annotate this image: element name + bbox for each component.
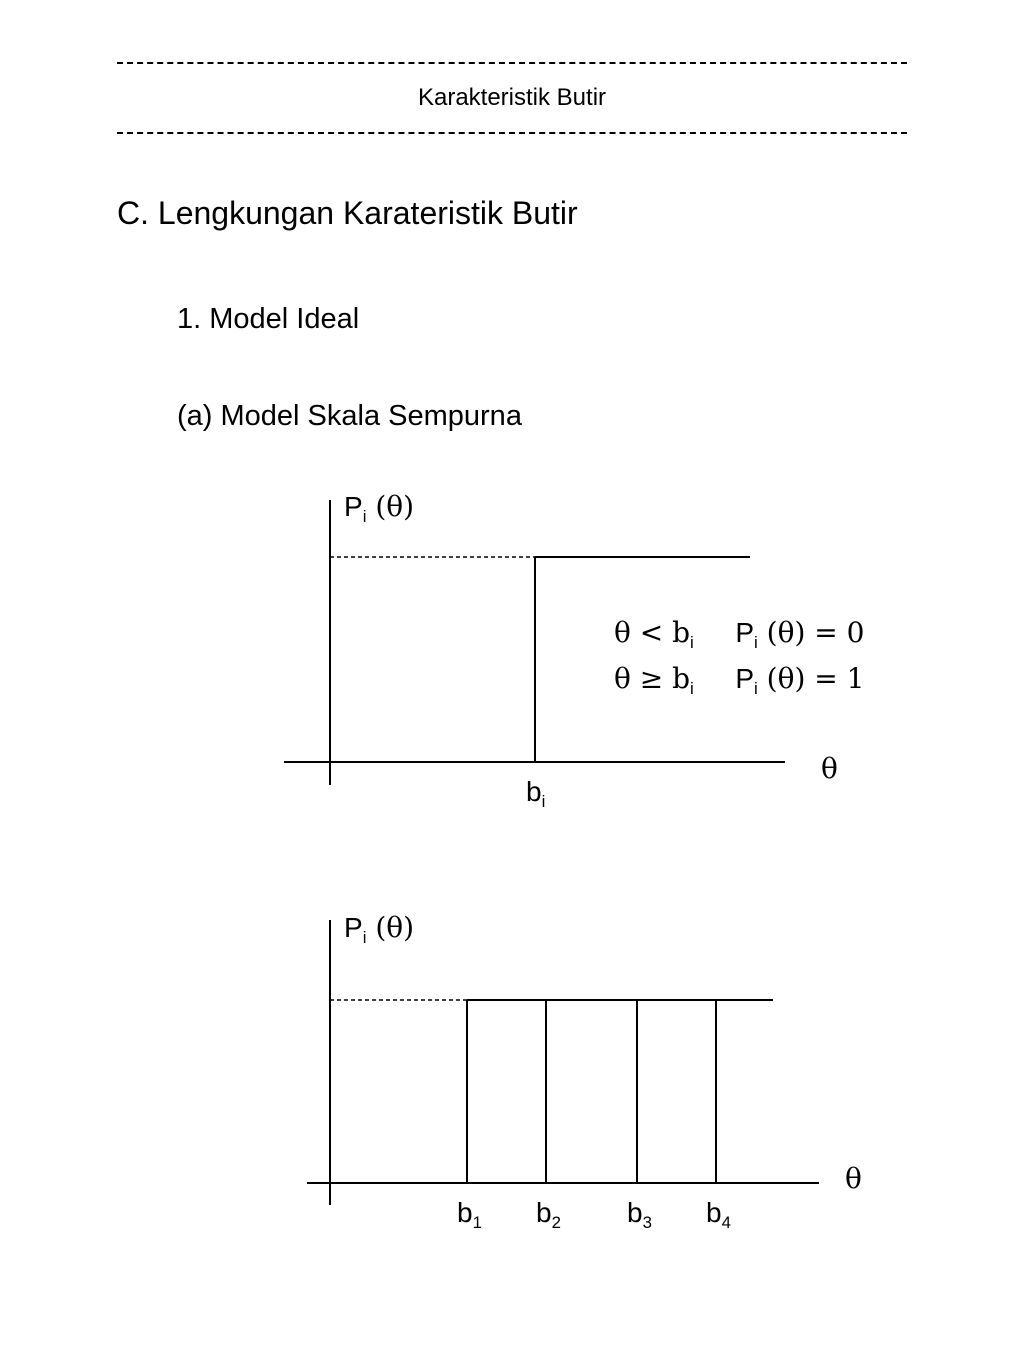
header-title: Karakteristik Butir — [417, 84, 607, 111]
figure1-x-label: θ — [821, 752, 838, 785]
subsubsection-title: (a) Model Skala Sempurna — [177, 400, 522, 432]
figure1-equation-lt: $\theta < b_i$ $P_i$ (θ) = 0 — [614, 616, 865, 652]
figure2-threshold-label-1: $b_1$ — [457, 1197, 482, 1232]
figure2-y-label: $P_i$ (θ) — [344, 911, 415, 947]
figure1-y-label: $P_i$ (θ) — [344, 490, 415, 526]
section-title: C. Lengkungan Karateristik Butir — [117, 195, 578, 231]
figure1-equation-ge: $\theta \ge b_i$ $P_i$ (θ) = 1 — [614, 662, 865, 698]
figure2-threshold-label-2: $b_2$ — [536, 1197, 561, 1232]
subsection-title: 1. Model Ideal — [177, 303, 360, 335]
figure1-threshold-label: $b_i$ — [526, 776, 546, 811]
figure2-threshold-label-4: $b_4$ — [706, 1197, 731, 1232]
figure2-x-label: θ — [845, 1162, 862, 1195]
figure2-threshold-label-3: $b_3$ — [627, 1197, 652, 1232]
